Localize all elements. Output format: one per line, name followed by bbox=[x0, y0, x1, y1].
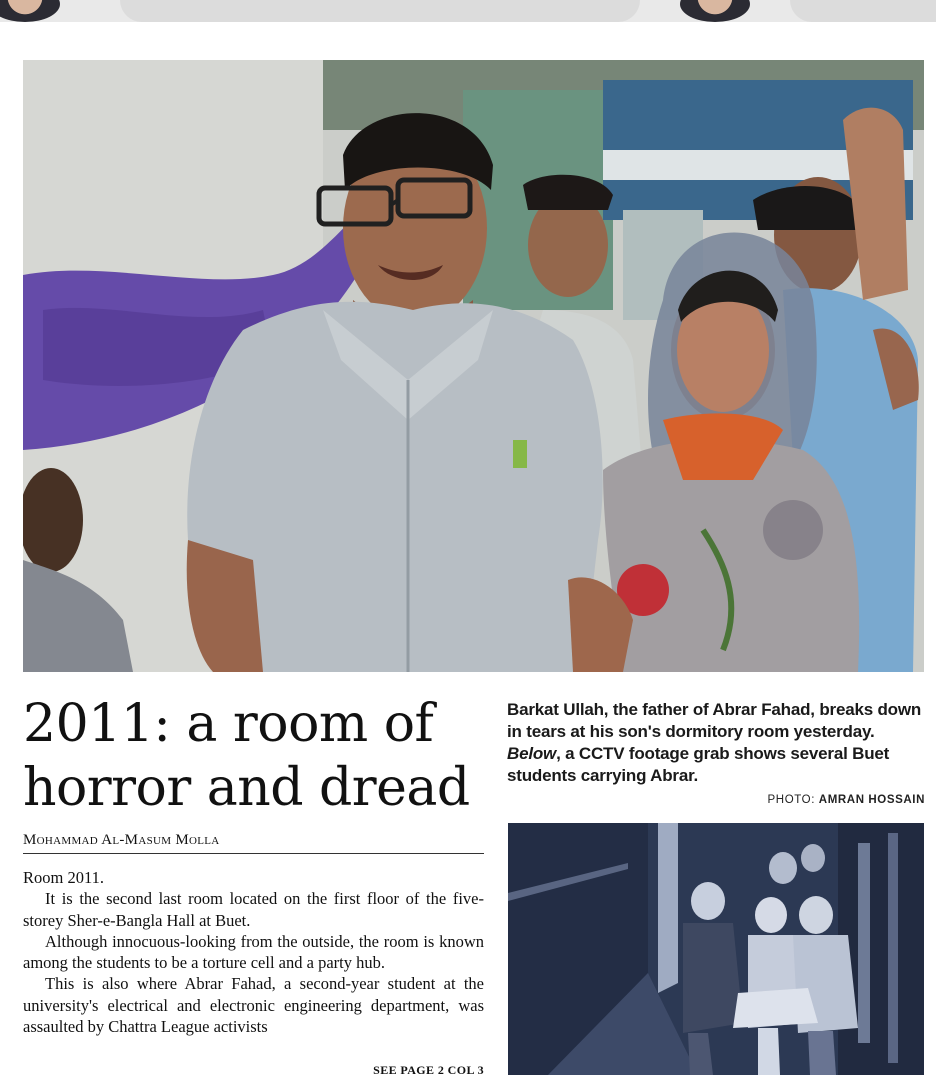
photo-caption bbox=[507, 699, 927, 787]
photo-credit-label: PHOTO: bbox=[767, 794, 819, 806]
strip-banner bbox=[120, 0, 640, 22]
caption-part-1: Barkat Ullah, the father of Abrar Fahad, breaks down in tears at his son's dormitory room yesterday. bbox=[507, 700, 922, 741]
cctv-footage-photo bbox=[508, 823, 924, 1075]
portrait-thumbnail-right bbox=[680, 0, 750, 22]
cctv-footage-photo-icon bbox=[508, 823, 924, 1075]
main-news-photo bbox=[23, 60, 924, 672]
previous-section-strip bbox=[0, 0, 936, 22]
headline: 2011: a room of horror and dread bbox=[23, 694, 470, 818]
continuation-link[interactable]: SEE PAGE 2 COL 3 bbox=[373, 1063, 484, 1077]
strip-banner-right bbox=[790, 0, 936, 22]
paragraph-4: This is also where Abrar Fahad, a second-year student at the university's electrical and electronic engineering department, was assaulted by Chattra League activists bbox=[23, 974, 484, 1037]
byline: Mohammad Al-Masum Molla bbox=[23, 832, 484, 854]
crying-father-photo-icon bbox=[23, 60, 924, 672]
caption-below: Below bbox=[507, 744, 557, 763]
paragraph-3: Although innocuous-looking from the outside, the room is known among the students to be a torture cell and a party hub. bbox=[23, 931, 484, 973]
portrait-thumbnail-left bbox=[0, 0, 60, 22]
photo-credit bbox=[507, 794, 925, 806]
paragraph-2: It is the second last room located on the first floor of the five-storey Sher-e-Bangla Hall at Buet. bbox=[23, 889, 484, 930]
photographer-name: AMRAN HOSSAIN bbox=[818, 794, 925, 806]
article-body bbox=[23, 867, 484, 1037]
caption-part-2: , a CCTV footage grab shows several Buet students carrying Abrar. bbox=[507, 744, 890, 785]
paragraph-1: Room 2011. bbox=[23, 868, 104, 887]
